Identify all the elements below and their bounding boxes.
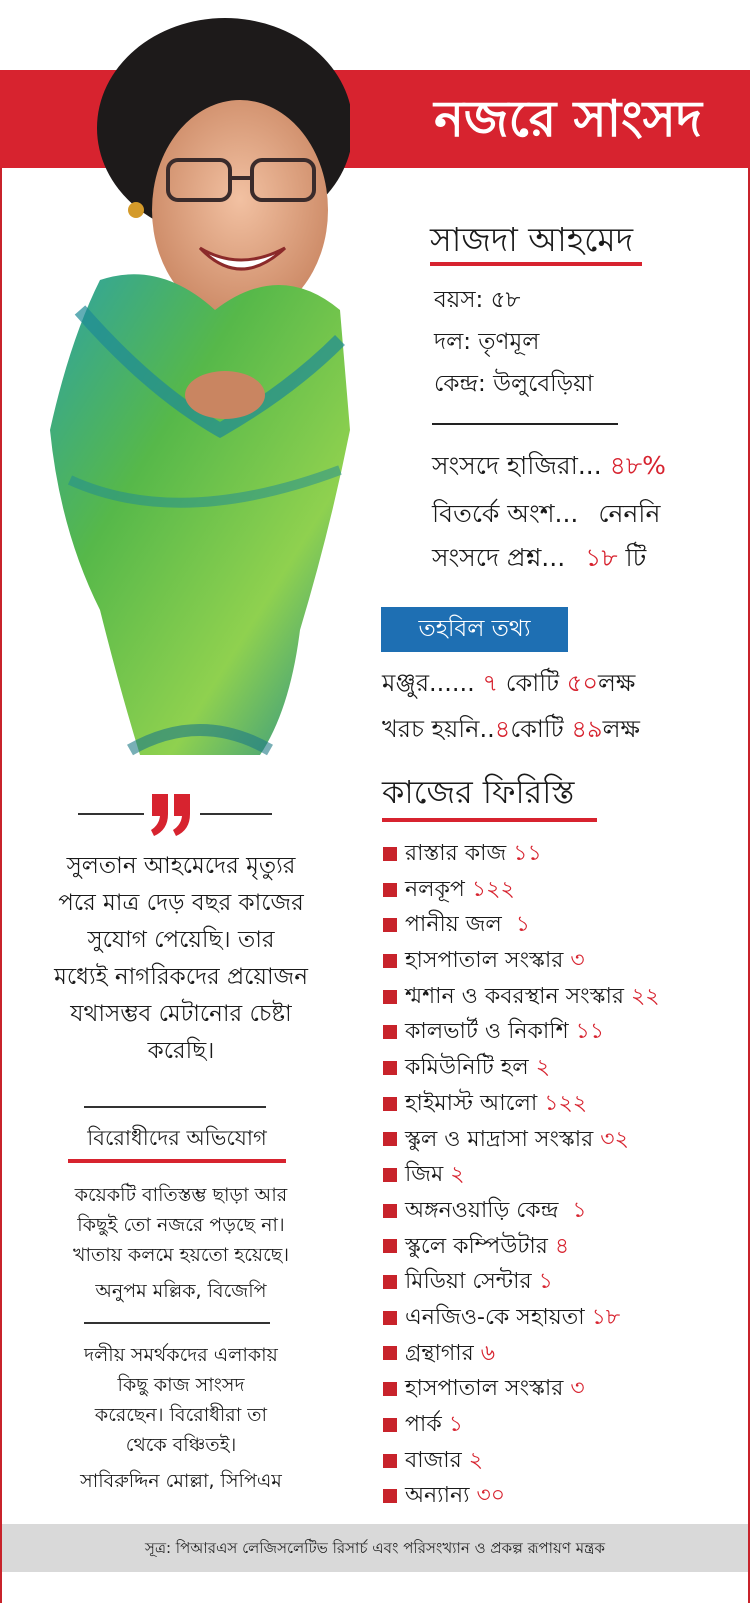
- work-count: ১: [572, 1197, 587, 1223]
- list-item: [383, 1122, 743, 1158]
- opposition-title: বিরোধীদের অভিযোগ: [87, 1126, 267, 1150]
- square-bullet-icon: [383, 1454, 397, 1468]
- list-item: [383, 1014, 743, 1050]
- square-bullet-icon: [383, 1275, 397, 1289]
- fund-lakh: ৪৯: [571, 715, 603, 743]
- comment-line: কয়েকটি বাতিস্তম্ভ ছাড়া আর: [74, 1184, 288, 1206]
- list-item: [383, 1229, 743, 1265]
- fund-crore-word: কোটি: [505, 669, 560, 697]
- work-count: ১২২: [471, 876, 515, 902]
- square-bullet-icon: [383, 918, 397, 932]
- comment-author: অনুপম মল্লিক, বিজেপি: [95, 1280, 267, 1302]
- opposition-comment-1: [16, 1180, 346, 1306]
- work-count: ১: [538, 1269, 553, 1295]
- work-name: পার্ক: [405, 1412, 442, 1437]
- stat-value: নেননি: [598, 499, 661, 528]
- mp-age: বয়স: ৫৮: [434, 287, 521, 313]
- portrait-illustration: [40, 10, 350, 770]
- works-list: [383, 836, 743, 1514]
- square-bullet-icon: [383, 1489, 397, 1503]
- opposition-title-underline: [68, 1159, 286, 1163]
- work-name: রাস্তার কাজ: [405, 841, 507, 866]
- square-bullet-icon: [383, 1382, 397, 1396]
- quote-mark-icon: [148, 790, 196, 840]
- fund-lakh-word: লক্ষ: [602, 715, 640, 743]
- fund-label: খরচ হয়নি..: [382, 715, 495, 743]
- mp-constituency: কেন্দ্র: উলুবেড়িয়া: [434, 371, 594, 397]
- comment-author: সাবিরুদ্দিন মোল্লা, সিপিএম: [80, 1470, 282, 1492]
- square-bullet-icon: [383, 883, 397, 897]
- list-item: [383, 1443, 743, 1479]
- quote-rule-left: [78, 813, 144, 815]
- list-item: [383, 1300, 743, 1336]
- mp-name: সাজদা আহমেদ: [430, 220, 634, 259]
- list-item: [383, 1086, 743, 1122]
- mp-party: দল: তৃণমূল: [434, 329, 540, 355]
- comment-line: থেকে বঞ্চিতই।: [125, 1434, 237, 1456]
- work-count: ২: [468, 1447, 484, 1473]
- square-bullet-icon: [383, 1346, 397, 1360]
- work-name: শ্মশান ও কবরস্থান সংস্কার: [405, 983, 624, 1009]
- work-count: ২: [535, 1055, 550, 1081]
- fund-label: মঞ্জুর......: [382, 669, 475, 697]
- stat-questions: [432, 540, 646, 576]
- work-name: বাজার: [405, 1447, 462, 1473]
- square-bullet-icon: [383, 990, 397, 1004]
- work-name: স্কুল ও মাদ্রাসা সংস্কার: [405, 1126, 594, 1152]
- square-bullet-icon: [383, 1239, 397, 1253]
- fund-crore: ৭: [482, 669, 499, 697]
- work-name: পানীয় জল: [405, 912, 502, 938]
- opposition-divider: [84, 1322, 270, 1324]
- quote-rule-right: [200, 813, 272, 815]
- quote-line: মধ্যেই নাগরিকদের প্রয়োজন: [54, 964, 308, 990]
- work-name: অন্যান্য: [405, 1483, 470, 1509]
- work-name: স্কুলে কম্পিউটার: [405, 1233, 548, 1259]
- work-name: জিম: [405, 1162, 444, 1188]
- quote-line: যথাসম্ভব মেটানোর চেষ্টা: [70, 1001, 292, 1027]
- works-title-underline: [382, 818, 597, 822]
- name-underline: [430, 262, 642, 266]
- quote-line: সুলতান আহমেদের মৃত্যুর: [66, 853, 296, 879]
- work-name: হাসপাতাল সংস্কার: [405, 1376, 564, 1402]
- square-bullet-icon: [383, 1168, 397, 1182]
- list-item: [383, 1478, 743, 1514]
- fund-info-badge: তহবিল তথ্য: [381, 607, 568, 652]
- work-name: কালভার্ট ও নিকাশি: [405, 1019, 569, 1045]
- stat-label: সংসদে হাজিরা...: [432, 451, 602, 480]
- work-name: অঙ্গনওয়াড়ি কেন্দ্র: [405, 1197, 559, 1223]
- fund-lakh: ৫০: [566, 669, 598, 697]
- list-item: [383, 943, 743, 979]
- comment-line: কিছুই তো নজরে পড়ছে না।: [77, 1214, 285, 1236]
- stat-value: ৪৮%: [609, 451, 666, 480]
- square-bullet-icon: [383, 1097, 397, 1111]
- work-name: মিডিয়া সেন্টার: [405, 1269, 532, 1295]
- work-count: ৩: [570, 1376, 585, 1402]
- list-item: [383, 1264, 743, 1300]
- stat-label: সংসদে প্রশ্ন...: [432, 543, 566, 572]
- stat-attendance: [432, 448, 666, 484]
- comment-line: কিছু কাজ সাংসদ: [117, 1374, 245, 1396]
- work-count: ১: [448, 1412, 463, 1437]
- stat-label: বিতর্কে অংশ...: [432, 499, 579, 528]
- comment-line: করেছেন। বিরোধীরা তা: [94, 1404, 268, 1426]
- fund-crore: ৪: [494, 715, 511, 743]
- square-bullet-icon: [383, 1418, 397, 1432]
- work-count: ২২: [630, 983, 660, 1009]
- opposition-comment-2: [16, 1340, 346, 1496]
- quote-line: পরে মাত্র দেড় বছর কাজের: [58, 890, 304, 916]
- work-count: ৩২: [600, 1126, 629, 1152]
- list-item: [383, 1371, 743, 1407]
- opposition-top-divider: [84, 1106, 266, 1108]
- mp-quote: [14, 848, 348, 1070]
- work-name: এনজিও-কে সহায়তা: [405, 1304, 585, 1330]
- comment-line: দলীয় সমর্থকদের এলাকায়: [84, 1344, 278, 1366]
- quote-line: করেছি।: [147, 1038, 215, 1064]
- square-bullet-icon: [383, 1204, 397, 1218]
- fund-unspent: [382, 712, 640, 746]
- square-bullet-icon: [383, 954, 397, 968]
- works-list-title: কাজের ফিরিস্তি: [382, 773, 575, 811]
- work-count: ২: [450, 1162, 465, 1188]
- list-item: [383, 1050, 743, 1086]
- work-count: ৪: [554, 1233, 570, 1259]
- list-item: [383, 1336, 743, 1372]
- list-item: [383, 1193, 743, 1229]
- list-item: [383, 836, 743, 872]
- quote-line: সুযোগ পেয়েছি। তার: [87, 927, 275, 953]
- list-item: [383, 979, 743, 1015]
- work-name: গ্রন্থাগার: [405, 1340, 474, 1366]
- list-item: [383, 1157, 743, 1193]
- work-count: ১১: [575, 1019, 605, 1045]
- work-count: ১১: [513, 841, 542, 866]
- work-count: ১২২: [544, 1090, 588, 1116]
- square-bullet-icon: [383, 1311, 397, 1325]
- square-bullet-icon: [383, 1025, 397, 1039]
- fund-sanctioned: [382, 666, 635, 700]
- work-count: ১: [515, 912, 531, 938]
- stat-value: ১৮: [585, 543, 618, 572]
- stat-suffix: টি: [625, 543, 647, 572]
- work-name: কমিউনিটি হল: [405, 1055, 529, 1081]
- square-bullet-icon: [383, 1061, 397, 1075]
- square-bullet-icon: [383, 1132, 397, 1146]
- source-footer: সূত্র: পিআরএস লেজিসলেটিভ রিসার্চ এবং পরিসংখ্যান ও প্রকল্প রূপায়ণ মন্ত্রক: [2, 1524, 748, 1572]
- work-count: ৩: [570, 948, 585, 974]
- work-count: ৩০: [476, 1483, 506, 1509]
- work-count: ১৮: [591, 1304, 621, 1330]
- fund-lakh-word: লক্ষ: [597, 669, 636, 697]
- square-bullet-icon: [383, 847, 397, 861]
- list-item: [383, 872, 743, 908]
- work-count: ৬: [480, 1340, 496, 1366]
- bio-divider: [432, 423, 618, 425]
- work-name: হাসপাতাল সংস্কার: [405, 948, 564, 974]
- work-name: হাইমাস্ট আলো: [405, 1090, 538, 1116]
- work-name: নলকূপ: [405, 876, 465, 902]
- list-item: [383, 907, 743, 943]
- list-item: [383, 1407, 743, 1443]
- comment-line: খাতায় কলমে হয়তো হয়েছে।: [72, 1244, 290, 1266]
- stat-debate: [432, 496, 660, 532]
- page-title: নজরে সাংসদ: [434, 90, 702, 148]
- fund-crore-word: কোটি: [510, 715, 564, 743]
